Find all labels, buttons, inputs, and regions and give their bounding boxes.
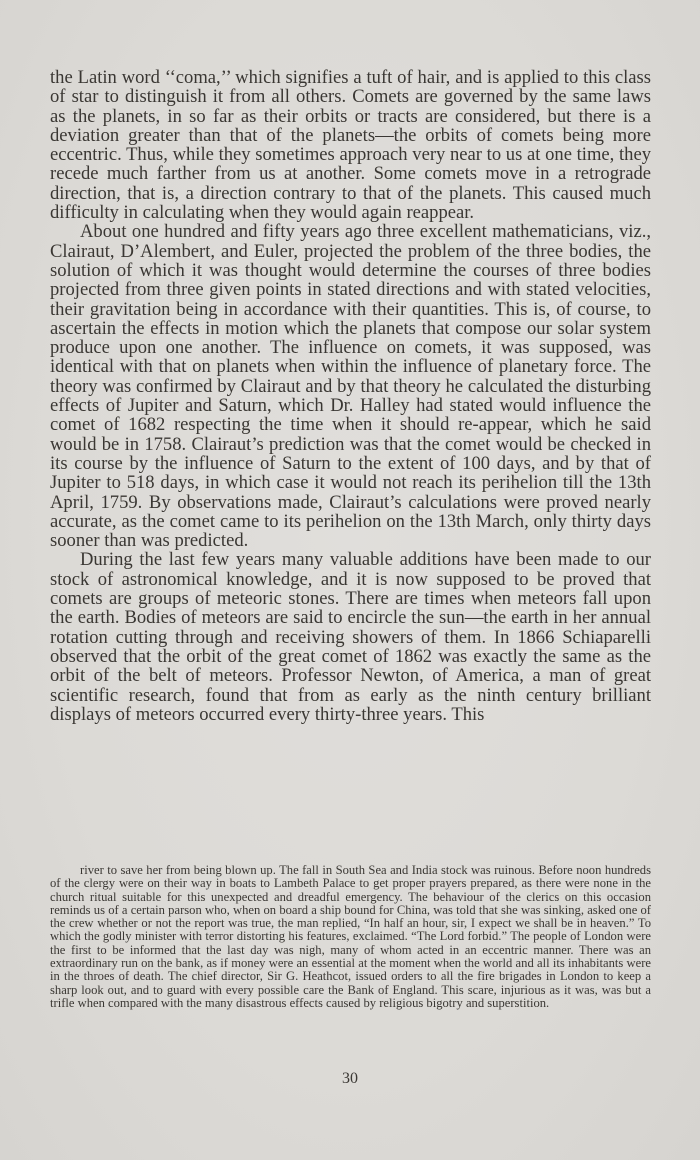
paragraph-three-body-problem: About one hundred and fifty years ago three excellent mathematicians, viz., Clairaut, D’Alembert, and Euler, projected the problem of the three bodies, the solution of which it was thought would determine the courses of three bodies projected from three given points in stated directions and with stated velocities, their gravitation being in accordance with their quantities. This is, of course, to ascertain the effects in motion which the planets that compose our solar system produce upon one another. The influence on comets, it was supposed, was identical with that on planets when within the influence of planetary force. The theory was confirmed by Clairaut and by that theory he calculated the disturbing effects of Jupiter and Saturn, which Dr. Halley had stated would influence the comet of 1682 respecting the time when it should re-appear, which he said would be in 1758. Clairaut’s prediction was that the comet would be checked in its course by the influence of Saturn to the extent of 100 days, and by that of Jupiter to 518 days, in which case it would not reach its perihelion till the 13th April, 1759. By observations made, Clairaut’s calculations were proved nearly accurate, as the comet came to its perihelion on the 13th March, only thirty days sooner than was predicted. (50, 221, 651, 552)
main-text (50, 68, 651, 724)
paragraph-meteoric-stones: During the last few years many valuable additions have been made to our stock of astronomical knowledge, and it is now supposed to be proved that comets are groups of meteoric stones. There are times when meteors fall upon the earth. Bodies of meteors are said to encircle the sun—the earth in her annual rotation cutting through and receiving showers of them. In 1866 Schiaparelli observed that the orbit of the great comet of 1862 was exactly the same as the orbit of the belt of meteors. Professor Newton, of America, a man of great scientific research, found that from as early as the ninth century brilliant displays of meteors occurred every thirty-three years. This (50, 549, 651, 725)
paragraph-comets-definition: the Latin word ‘‘coma,’’ which signifies a tuft of hair, and is applied to this class of star to distinguish it from all others. Comets are governed by the same laws as the planets, in so far as their orbits or tracts are considered, but there is a deviation greater than that of the planets—the orbits of comets being more eccentric. Thus, while they sometimes approach very near to us at one time, they recede much farther from us at another. Some comets move in a retrograde direction, that is, a direction contrary to that of the planets. This caused much difficulty in calculating when they would again reappear. (50, 67, 651, 224)
page-number: 30 (342, 1070, 358, 1087)
footnote: river to save her from being blown up. The fall in South Sea and India stock was ruinous. Before noon hundreds of the clergy were on their way in boats to Lambeth Palace to get proper prayers prepared, as there were none in the church ritual suitable for this unexpected and dreadful emergency. The behaviour of the clerics on this occasion reminds us of a certain parson who, when on board a ship bound for China, was told that she was sinking, asked one of the crew whether or not the report was true, the man replied, “In half an hour, sir, I expect we shall be in heaven.” To which the godly minister with terror distorting his features, exclaimed. “The Lord forbid.” The people of London were the first to be informed that the last day was nigh, many of whom acted in an eccentric manner. There was an extraordinary run on the bank, as if money were an essential at the moment when the world and all its inhabitants were in the throes of death. The chief director, Sir G. Heathcot, issued orders to all the fire brigades in London to keep a sharp look out, and to guard with every possible care the Bank of England. This scare, injurious as it was, was but a trifle when compared with the many disastrous effects caused by religious bigotry and superstition. (50, 863, 651, 1010)
